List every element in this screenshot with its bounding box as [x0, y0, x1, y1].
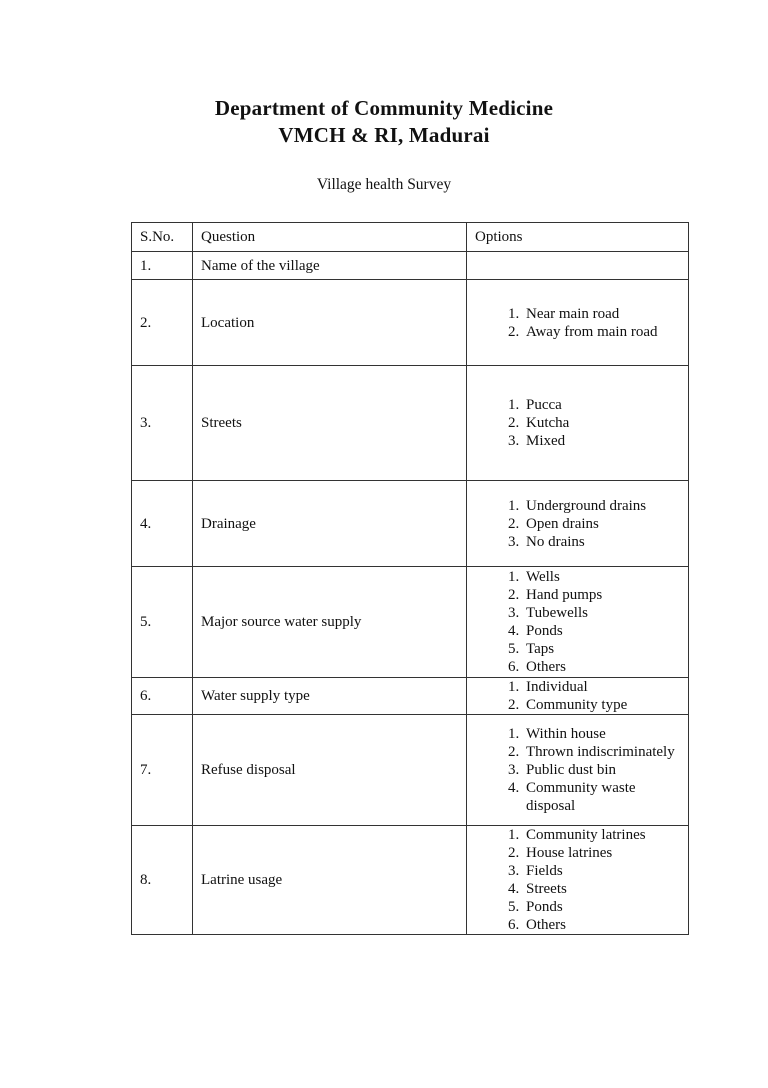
row-question: Latrine usage — [193, 826, 467, 935]
option-item: 1. Pucca — [523, 396, 680, 414]
row-options — [467, 826, 689, 935]
row-sno: 4. — [132, 481, 193, 567]
row-sno: 7. — [132, 715, 193, 826]
options-list — [475, 305, 680, 341]
row-question: Major source water supply — [193, 567, 467, 678]
table-row — [132, 280, 689, 366]
options-list — [475, 497, 680, 551]
option-item: 1. Community latrines — [523, 826, 680, 844]
option-item: 2. Open drains — [523, 515, 680, 533]
option-item: 5. Taps — [523, 640, 680, 658]
row-options — [467, 715, 689, 826]
option-item: 4. Ponds — [523, 622, 680, 640]
option-item: 4. Community waste disposal — [523, 779, 680, 815]
option-item: 6. Others — [523, 916, 680, 934]
option-item: 2. Away from main road — [523, 323, 680, 341]
table-row — [132, 678, 689, 715]
row-sno: 5. — [132, 567, 193, 678]
option-item: 5. Ponds — [523, 898, 680, 916]
table-row — [132, 252, 689, 280]
row-options — [467, 481, 689, 567]
row-options — [467, 280, 689, 366]
header-options: Options — [467, 223, 689, 252]
options-list — [475, 396, 680, 450]
row-options — [467, 252, 689, 280]
institution-title: VMCH & RI, Madurai — [278, 123, 490, 147]
option-item: 2. Community type — [523, 696, 680, 714]
option-item: 2. Hand pumps — [523, 586, 680, 604]
option-item: 2. House latrines — [523, 844, 680, 862]
row-sno: 3. — [132, 366, 193, 481]
survey-subtitle: Village health Survey — [316, 176, 452, 193]
option-item: 1. Within house — [523, 725, 680, 743]
option-item: 6. Others — [523, 658, 680, 676]
option-item: 3. No drains — [523, 533, 680, 551]
row-question: Water supply type — [193, 678, 467, 715]
option-item: 1. Underground drains — [523, 497, 680, 515]
option-item: 3. Mixed — [523, 432, 680, 450]
option-item: 2. Thrown indiscriminately — [523, 743, 680, 761]
row-question: Refuse disposal — [193, 715, 467, 826]
table-header-row — [132, 223, 689, 252]
row-sno: 2. — [132, 280, 193, 366]
row-options — [467, 567, 689, 678]
row-question: Drainage — [193, 481, 467, 567]
option-item: 4. Streets — [523, 880, 680, 898]
option-item: 1. Near main road — [523, 305, 680, 323]
option-item: 3. Public dust bin — [523, 761, 680, 779]
option-item: 3. Tubewells — [523, 604, 680, 622]
survey-table — [131, 222, 689, 935]
row-question: Location — [193, 280, 467, 366]
table-row — [132, 826, 689, 935]
row-sno: 1. — [132, 252, 193, 280]
table-row — [132, 366, 689, 481]
row-options — [467, 366, 689, 481]
options-list — [475, 725, 680, 815]
department-title: Department of Community Medicine — [214, 96, 554, 120]
option-item: 1. Individual — [523, 678, 680, 696]
row-options — [467, 678, 689, 715]
options-list — [475, 826, 680, 934]
header-sno: S.No. — [132, 223, 193, 252]
option-item: 1. Wells — [523, 568, 680, 586]
table-row — [132, 567, 689, 678]
option-item: 2. Kutcha — [523, 414, 680, 432]
row-sno: 6. — [132, 678, 193, 715]
row-question: Streets — [193, 366, 467, 481]
options-list — [475, 568, 680, 676]
options-list — [475, 678, 680, 714]
header-question: Question — [193, 223, 467, 252]
row-question: Name of the village — [193, 252, 467, 280]
row-sno: 8. — [132, 826, 193, 935]
table-row — [132, 481, 689, 567]
option-item: 3. Fields — [523, 862, 680, 880]
table-row — [132, 715, 689, 826]
